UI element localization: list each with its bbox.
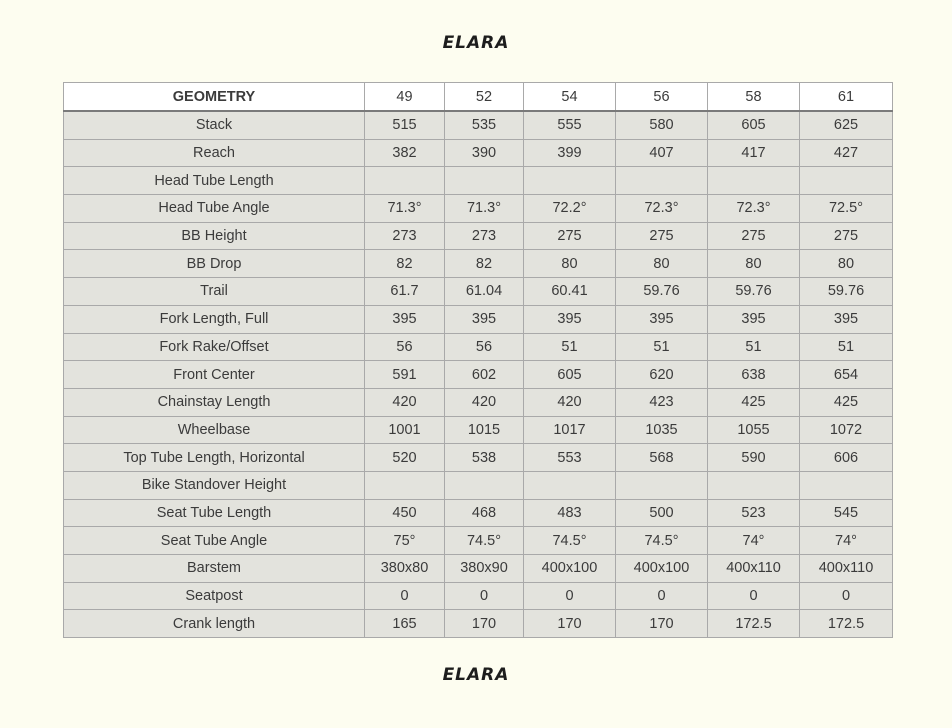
row-label: Top Tube Length, Horizontal: [64, 444, 365, 472]
table-cell: 423: [616, 388, 708, 416]
row-label: Chainstay Length: [64, 388, 365, 416]
table-cell: 500: [616, 499, 708, 527]
table-cell: 75°: [365, 527, 445, 555]
table-cell: 61.7: [365, 278, 445, 306]
table-cell: 72.3°: [616, 195, 708, 223]
table-cell: 0: [524, 582, 616, 610]
table-cell: 654: [800, 361, 893, 389]
table-row: [64, 471, 893, 499]
table-cell: 0: [616, 582, 708, 610]
table-cell: 71.3°: [365, 195, 445, 223]
table-cell: 1035: [616, 416, 708, 444]
size-header: 54: [524, 83, 616, 112]
table-cell: [365, 471, 445, 499]
table-cell: 71.3°: [445, 195, 524, 223]
table-cell: 80: [800, 250, 893, 278]
table-cell: 275: [708, 222, 800, 250]
table-cell: 273: [365, 222, 445, 250]
geometry-header: GEOMETRY: [64, 83, 365, 112]
table-cell: 275: [800, 222, 893, 250]
table-cell: 61.04: [445, 278, 524, 306]
table-cell: 590: [708, 444, 800, 472]
table-cell: 1001: [365, 416, 445, 444]
table-cell: 170: [616, 610, 708, 638]
row-label: Wheelbase: [64, 416, 365, 444]
table-cell: 395: [800, 305, 893, 333]
table-cell: 420: [445, 388, 524, 416]
table-row: [64, 499, 893, 527]
table-row: [64, 250, 893, 278]
table-cell: [800, 167, 893, 195]
table-cell: 425: [800, 388, 893, 416]
size-header: 56: [616, 83, 708, 112]
row-label: Head Tube Angle: [64, 195, 365, 223]
table-row: [64, 416, 893, 444]
table-cell: 605: [708, 111, 800, 139]
table-cell: 535: [445, 111, 524, 139]
table-cell: 400x100: [524, 555, 616, 583]
row-label: Reach: [64, 139, 365, 167]
table-cell: 0: [365, 582, 445, 610]
table-cell: 51: [616, 333, 708, 361]
row-label: Head Tube Length: [64, 167, 365, 195]
table-cell: 82: [445, 250, 524, 278]
table-cell: 59.76: [708, 278, 800, 306]
table-cell: 51: [524, 333, 616, 361]
row-label: Stack: [64, 111, 365, 139]
table-row: [64, 582, 893, 610]
table-row: [64, 167, 893, 195]
table-cell: [524, 471, 616, 499]
table-cell: 605: [524, 361, 616, 389]
table-cell: 520: [365, 444, 445, 472]
row-label: Bike Standover Height: [64, 471, 365, 499]
table-cell: 74°: [800, 527, 893, 555]
table-cell: 51: [800, 333, 893, 361]
table-row: [64, 333, 893, 361]
table-cell: 56: [365, 333, 445, 361]
table-cell: 74.5°: [524, 527, 616, 555]
table-cell: 170: [524, 610, 616, 638]
table-cell: 74°: [708, 527, 800, 555]
table-cell: 72.2°: [524, 195, 616, 223]
table-cell: 59.76: [800, 278, 893, 306]
table-cell: 0: [708, 582, 800, 610]
size-header: 49: [365, 83, 445, 112]
table-cell: 59.76: [616, 278, 708, 306]
row-label: Trail: [64, 278, 365, 306]
table-cell: 400x100: [616, 555, 708, 583]
table-cell: [524, 167, 616, 195]
table-cell: 591: [365, 361, 445, 389]
table-cell: 553: [524, 444, 616, 472]
table-cell: 606: [800, 444, 893, 472]
table-cell: [445, 471, 524, 499]
table-cell: 172.5: [800, 610, 893, 638]
table-cell: 72.3°: [708, 195, 800, 223]
table-cell: 56: [445, 333, 524, 361]
row-label: Seat Tube Length: [64, 499, 365, 527]
table-cell: 580: [616, 111, 708, 139]
row-label: Seatpost: [64, 582, 365, 610]
table-cell: 60.41: [524, 278, 616, 306]
table-cell: 400x110: [708, 555, 800, 583]
table-cell: 170: [445, 610, 524, 638]
table-row: [64, 222, 893, 250]
table-cell: 80: [524, 250, 616, 278]
table-row: [64, 388, 893, 416]
table-cell: [616, 167, 708, 195]
table-row: [64, 555, 893, 583]
table-cell: 1015: [445, 416, 524, 444]
table-cell: [800, 471, 893, 499]
table-row: [64, 195, 893, 223]
table-cell: 420: [365, 388, 445, 416]
row-label: Fork Length, Full: [64, 305, 365, 333]
table-cell: 395: [365, 305, 445, 333]
table-cell: [365, 167, 445, 195]
table-row: [64, 610, 893, 638]
table-cell: [616, 471, 708, 499]
table-row: [64, 305, 893, 333]
table-cell: 538: [445, 444, 524, 472]
table-cell: 400x110: [800, 555, 893, 583]
size-header: 58: [708, 83, 800, 112]
table-cell: 523: [708, 499, 800, 527]
table-cell: 395: [524, 305, 616, 333]
brand-logo-bottom: ELARA: [442, 665, 510, 685]
table-cell: 1017: [524, 416, 616, 444]
row-label: Front Center: [64, 361, 365, 389]
table-cell: 395: [445, 305, 524, 333]
table-cell: 450: [365, 499, 445, 527]
row-label: BB Drop: [64, 250, 365, 278]
table-row: [64, 361, 893, 389]
table-cell: 165: [365, 610, 445, 638]
table-cell: 602: [445, 361, 524, 389]
table-cell: 82: [365, 250, 445, 278]
table-cell: 407: [616, 139, 708, 167]
table-cell: 620: [616, 361, 708, 389]
table-cell: 275: [616, 222, 708, 250]
table-cell: 420: [524, 388, 616, 416]
table-cell: 0: [800, 582, 893, 610]
table-row: [64, 278, 893, 306]
table-cell: 625: [800, 111, 893, 139]
row-label: Seat Tube Angle: [64, 527, 365, 555]
table-row: [64, 527, 893, 555]
geometry-table: [63, 82, 893, 638]
table-cell: 425: [708, 388, 800, 416]
row-label: BB Height: [64, 222, 365, 250]
table-cell: 80: [616, 250, 708, 278]
table-row: [64, 444, 893, 472]
table-cell: [445, 167, 524, 195]
table-cell: 468: [445, 499, 524, 527]
table-cell: 380x90: [445, 555, 524, 583]
table-cell: [708, 471, 800, 499]
table-cell: 172.5: [708, 610, 800, 638]
table-row: [64, 139, 893, 167]
table-cell: 395: [708, 305, 800, 333]
table-cell: 555: [524, 111, 616, 139]
table-cell: 74.5°: [616, 527, 708, 555]
table-cell: [708, 167, 800, 195]
size-header: 52: [445, 83, 524, 112]
table-cell: 399: [524, 139, 616, 167]
table-cell: 1055: [708, 416, 800, 444]
table-cell: 380x80: [365, 555, 445, 583]
table-cell: 638: [708, 361, 800, 389]
size-header: 61: [800, 83, 893, 112]
table-cell: 390: [445, 139, 524, 167]
table-cell: 1072: [800, 416, 893, 444]
table-cell: 74.5°: [445, 527, 524, 555]
table-cell: 275: [524, 222, 616, 250]
table-cell: 80: [708, 250, 800, 278]
table-cell: 72.5°: [800, 195, 893, 223]
table-cell: 51: [708, 333, 800, 361]
table-row: [64, 111, 893, 139]
table-cell: 515: [365, 111, 445, 139]
table-cell: 382: [365, 139, 445, 167]
table-cell: 0: [445, 582, 524, 610]
row-label: Barstem: [64, 555, 365, 583]
table-cell: 568: [616, 444, 708, 472]
row-label: Crank length: [64, 610, 365, 638]
table-cell: 427: [800, 139, 893, 167]
table-cell: 417: [708, 139, 800, 167]
table-cell: 395: [616, 305, 708, 333]
row-label: Fork Rake/Offset: [64, 333, 365, 361]
table-cell: 545: [800, 499, 893, 527]
table-header-row: [64, 83, 893, 112]
brand-logo-top: ELARA: [442, 33, 510, 53]
table-cell: 483: [524, 499, 616, 527]
table-cell: 273: [445, 222, 524, 250]
